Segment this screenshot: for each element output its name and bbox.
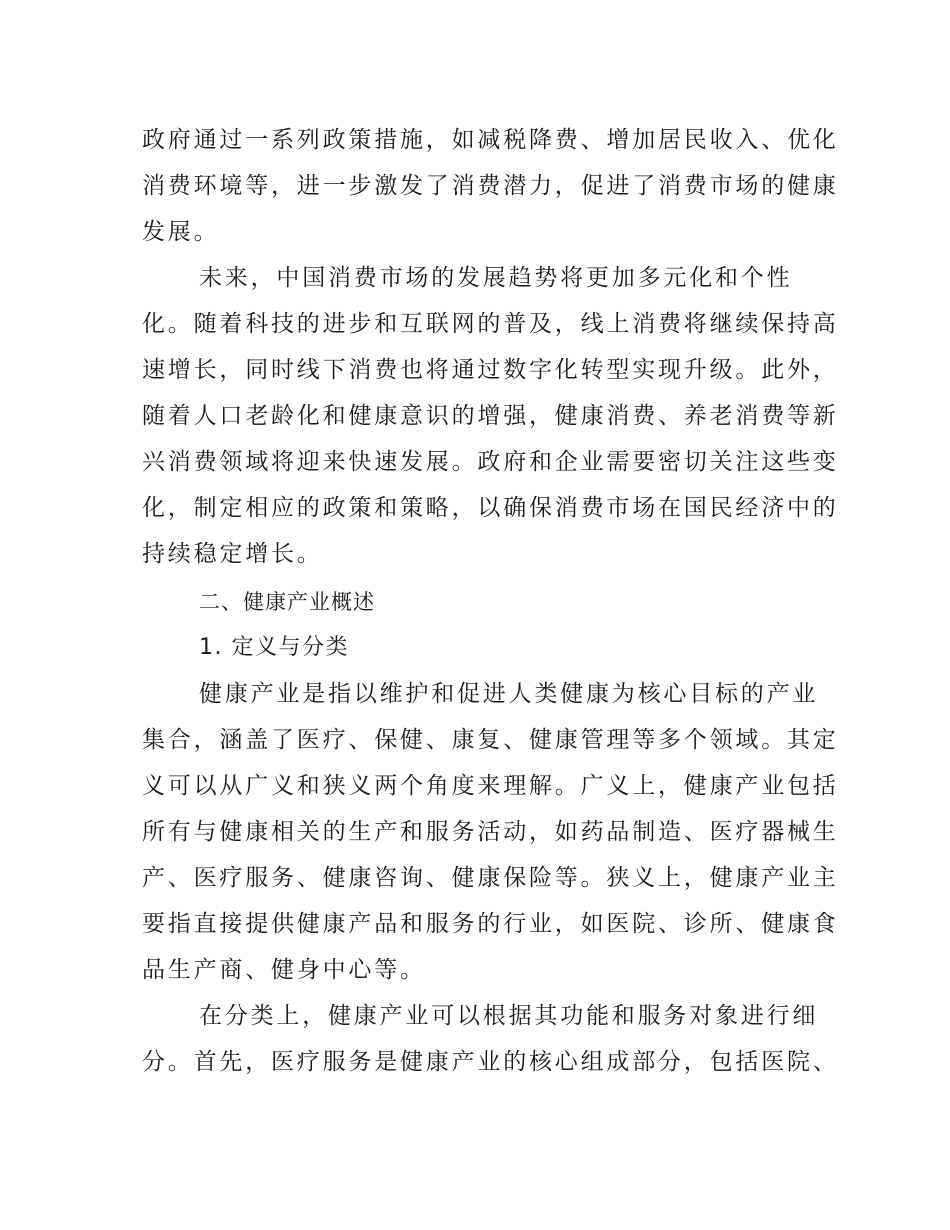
paragraph-line: 随着人口老龄化和健康意识的增强，健康消费、养老消费等新 [142,403,839,429]
paragraph-line: 发展。 [142,219,220,245]
paragraph-line: 速增长，同时线下消费也将通过数字化转型实现升级。此外， [142,357,839,383]
paragraph-line: 义可以从广义和狭义两个角度来理解。广义上，健康产业包括 [142,773,839,799]
subsection-heading: 1. 定义与分类 [199,635,349,660]
paragraph-line: 产、医疗服务、健康咨询、健康保险等。狭义上，健康产业主 [142,865,839,891]
paragraph-line: 集合，涵盖了医疗、保健、康复、健康管理等多个领域。其定 [142,727,839,753]
paragraph-line: 持续稳定增长。 [142,541,323,567]
paragraph-line: 兴消费领域将迎来快速发展。政府和企业需要密切关注这些变 [142,449,839,475]
paragraph-line: 政府通过一系列政策措施，如减税降费、增加居民收入、优化 [142,127,839,153]
paragraph-line: 未来，中国消费市场的发展趋势将更加多元化和个性 [199,265,793,291]
paragraph-line: 健康产业是指以维护和促进人类健康为核心目标的产业 [199,681,819,707]
paragraph-line: 品生产商、健身中心等。 [142,957,426,983]
paragraph-line: 化。随着科技的进步和互联网的普及，线上消费将继续保持高 [142,311,839,337]
paragraph-line: 要指直接提供健康产品和服务的行业，如医院、诊所、健康食 [142,911,839,937]
paragraph-line: 分。首先，医疗服务是健康产业的核心组成部分，包括医院、 [142,1049,839,1075]
paragraph-line: 化，制定相应的政策和策略，以确保消费市场在国民经济中的 [142,495,839,521]
paragraph-line: 消费环境等，进一步激发了消费潜力，促进了消费市场的健康 [142,173,839,199]
paragraph-line: 在分类上，健康产业可以根据其功能和服务对象进行细 [199,1003,819,1029]
paragraph-line: 所有与健康相关的生产和服务活动，如药品制造、医疗器械生 [142,819,839,845]
section-heading: 二、健康产业概述 [199,590,375,614]
